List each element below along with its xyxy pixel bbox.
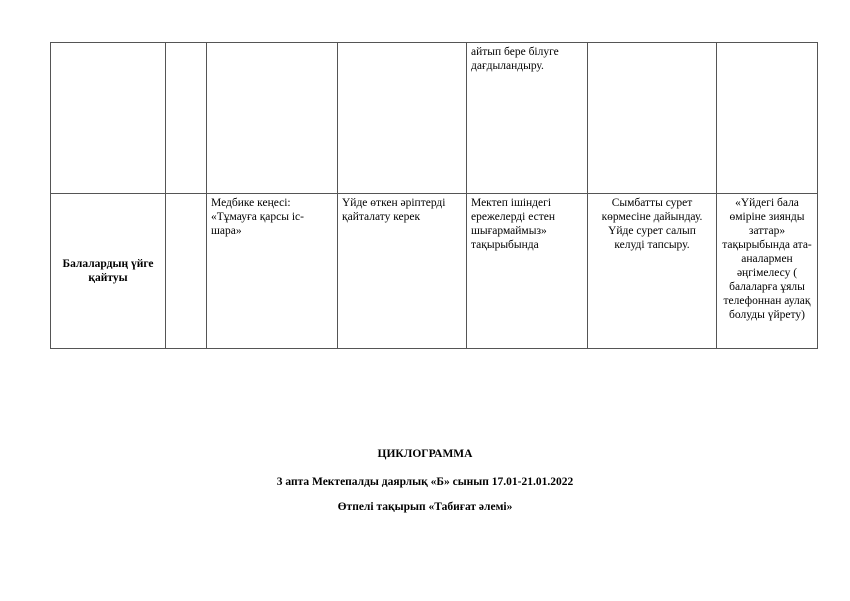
document-subtitle: 3 апта Мектепалды даярлық «Б» сынып 17.01-21.01.2022 [276, 476, 574, 488]
table-cell: Үйде өткен әріптерді қайталату керек [338, 194, 467, 349]
table-cell [588, 43, 717, 194]
table-row [51, 194, 818, 349]
table-cell [166, 194, 207, 349]
table-cell: «Үйдегі бала өміріне зиянды заттар» тақырыбында ата-аналармен әңгімелесу ( балаларға ұялы телефоннан аулақ болуды үйрету) [717, 194, 818, 349]
row-label: Балалардың үйге қайтуы [51, 194, 166, 349]
table-cell: Медбике кеңесі: «Тұмауға қарсы іс-шара» [207, 194, 338, 349]
schedule-table [50, 42, 818, 349]
table-row [51, 43, 818, 194]
table-cell [338, 43, 467, 194]
table-cell [51, 43, 166, 194]
table-cell: Сымбатты сурет көрмесіне дайындау. Үйде сурет салып келуді тапсыру. [588, 194, 717, 349]
table-cell: айтып бере білуге дағдыландыру. [467, 43, 588, 194]
table-cell [717, 43, 818, 194]
document-theme: Өтпелі тақырып «Табиғат әлемі» [337, 501, 513, 513]
table-cell: Мектеп ішіндегі ережелерді естен шығармаймыз» тақырыбында [467, 194, 588, 349]
document-title: ЦИКЛОГРАММА [377, 448, 473, 460]
table-cell [166, 43, 207, 194]
table-cell [207, 43, 338, 194]
